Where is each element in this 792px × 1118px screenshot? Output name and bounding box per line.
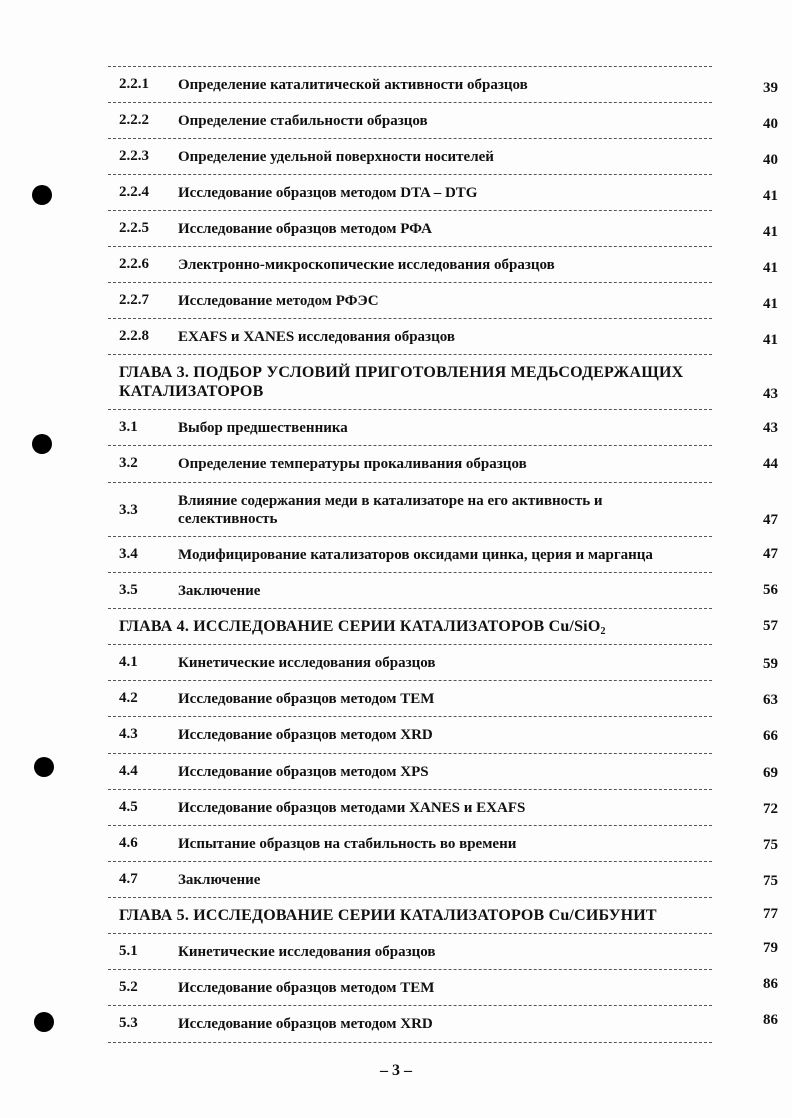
toc-row [108, 410, 778, 445]
toc-row [108, 483, 778, 536]
page-number: 47 [763, 512, 778, 528]
toc-row [108, 862, 778, 897]
section-title: Исследование образцов методами XANES и EXAFS [178, 800, 526, 816]
toc-row [108, 826, 778, 861]
page-number: 40 [763, 116, 778, 132]
section-title: Исследование образцов методом РФА [178, 221, 432, 237]
section-title: Кинетические исследования образцов [178, 655, 436, 671]
toc-row [108, 754, 778, 789]
section-number: 3.3 [119, 502, 138, 518]
chapter-title: ГЛАВА 5. ИССЛЕДОВАНИЕ СЕРИИ КАТАЛИЗАТОРОВ Cu/СИБУНИТ [119, 907, 657, 924]
chapter-title-text: ГЛАВА 4. ИССЛЕДОВАНИЕ СЕРИИ КАТАЛИЗАТОРОВ Cu/SiO [119, 618, 601, 635]
toc-row [108, 717, 778, 753]
section-number: 2.2.6 [119, 256, 149, 272]
page-number: 86 [763, 1012, 778, 1028]
page-number: 63 [763, 692, 778, 708]
section-number: 4.4 [119, 763, 138, 779]
punch-hole-2 [32, 434, 52, 454]
section-number: 3.5 [119, 582, 138, 598]
page-number: 66 [763, 728, 778, 744]
section-title: Исследование образцов методом TEM [178, 691, 435, 707]
page-number: 56 [763, 582, 778, 598]
page-number: 79 [763, 940, 778, 956]
section-title: Исследование образцов методом XRD [178, 727, 433, 743]
chapter-title [119, 617, 704, 641]
section-number: 3.4 [119, 546, 138, 562]
section-title: Кинетические исследования образцов [178, 944, 436, 960]
page-number: 72 [763, 801, 778, 817]
section-number: 5.3 [119, 1015, 138, 1031]
section-title: Заключение [178, 872, 261, 888]
page-number: 40 [763, 152, 778, 168]
toc-row [108, 103, 778, 138]
section-title: Модифицирование катализаторов оксидами цинка, церия и марганца [178, 547, 653, 563]
page-footer-number: – 3 – [380, 1062, 412, 1079]
section-title: Электронно-микроскопические исследования образцов [178, 257, 555, 273]
punch-hole-3 [34, 757, 54, 777]
toc-row [108, 1006, 778, 1042]
toc-row [108, 537, 778, 572]
section-number: 4.7 [119, 871, 138, 887]
toc-row [108, 139, 778, 174]
section-title: Определение стабильности образцов [178, 113, 428, 129]
section-number: 4.5 [119, 799, 138, 815]
page-number: 44 [763, 456, 778, 472]
toc-row [108, 446, 778, 482]
page-number: 59 [763, 656, 778, 672]
page-number: 43 [763, 386, 778, 402]
page-number: 41 [763, 224, 778, 240]
section-title: EXAFS и XANES исследования образцов [178, 329, 455, 345]
section-title: Исследование образцов методом XPS [178, 764, 429, 780]
table-of-contents [108, 66, 778, 1043]
chapter-row [108, 355, 778, 409]
page-number: 41 [763, 332, 778, 348]
section-title: Определение удельной поверхности носителей [178, 149, 494, 165]
subscript: 2 [600, 626, 606, 637]
section-title: Определение температуры прокаливания образцов [178, 456, 527, 472]
separator [108, 1042, 712, 1043]
page-number: 57 [763, 618, 778, 634]
section-title: Определение каталитической активности образцов [178, 77, 528, 93]
section-number: 4.6 [119, 835, 138, 851]
toc-row [108, 283, 778, 318]
punch-hole-4 [34, 1012, 54, 1032]
toc-row [108, 67, 778, 102]
toc-row [108, 247, 778, 282]
page-number: 41 [763, 296, 778, 312]
section-number: 4.2 [119, 690, 138, 706]
toc-row [108, 790, 778, 825]
section-title: Выбор предшественника [178, 420, 348, 436]
section-number: 3.1 [119, 419, 138, 435]
section-number: 5.2 [119, 979, 138, 995]
page-number: 43 [763, 420, 778, 436]
section-number: 4.1 [119, 654, 138, 670]
section-number: 2.2.4 [119, 184, 149, 200]
toc-row [108, 573, 778, 608]
section-number: 3.2 [119, 455, 138, 471]
page-number: 39 [763, 80, 778, 96]
toc-row [108, 211, 778, 246]
section-title: Испытание образцов на стабильность во времени [178, 836, 517, 852]
chapter-title: ГЛАВА 3. ПОДБОР УСЛОВИЙ ПРИГОТОВЛЕНИЯ МЕДЬСОДЕРЖАЩИХ КАТАЛИЗАТОРОВ [119, 364, 684, 400]
page-number: 75 [763, 837, 778, 853]
section-title: Влияние содержания меди в катализаторе на его активность и селективность [178, 493, 603, 527]
page-number: 75 [763, 873, 778, 889]
toc-row [108, 934, 778, 969]
page-number: 86 [763, 976, 778, 992]
page-number: 47 [763, 546, 778, 562]
section-title: Исследование образцов методом TEM [178, 980, 435, 996]
section-number: 2.2.1 [119, 76, 149, 92]
toc-row [108, 319, 778, 354]
section-title: Исследование образцов методом XRD [178, 1016, 433, 1032]
chapter-row [108, 609, 778, 644]
toc-row [108, 175, 778, 210]
toc-row [108, 645, 778, 680]
section-number: 5.1 [119, 943, 138, 959]
section-title: Заключение [178, 583, 261, 599]
section-number: 2.2.3 [119, 148, 149, 164]
section-number: 4.3 [119, 726, 138, 742]
toc-row [108, 681, 778, 716]
toc-row [108, 970, 778, 1005]
page-number: 41 [763, 188, 778, 204]
punch-hole-1 [32, 185, 52, 205]
section-number: 2.2.5 [119, 220, 149, 236]
page-number: 77 [763, 906, 778, 922]
section-number: 2.2.7 [119, 292, 149, 308]
section-number: 2.2.2 [119, 112, 149, 128]
section-title: Исследование методом РФЭС [178, 293, 379, 309]
section-number: 2.2.8 [119, 328, 149, 344]
page-number: 41 [763, 260, 778, 276]
chapter-row [108, 898, 778, 933]
section-title: Исследование образцов методом DTA – DTG [178, 185, 478, 201]
page-number: 69 [763, 765, 778, 781]
